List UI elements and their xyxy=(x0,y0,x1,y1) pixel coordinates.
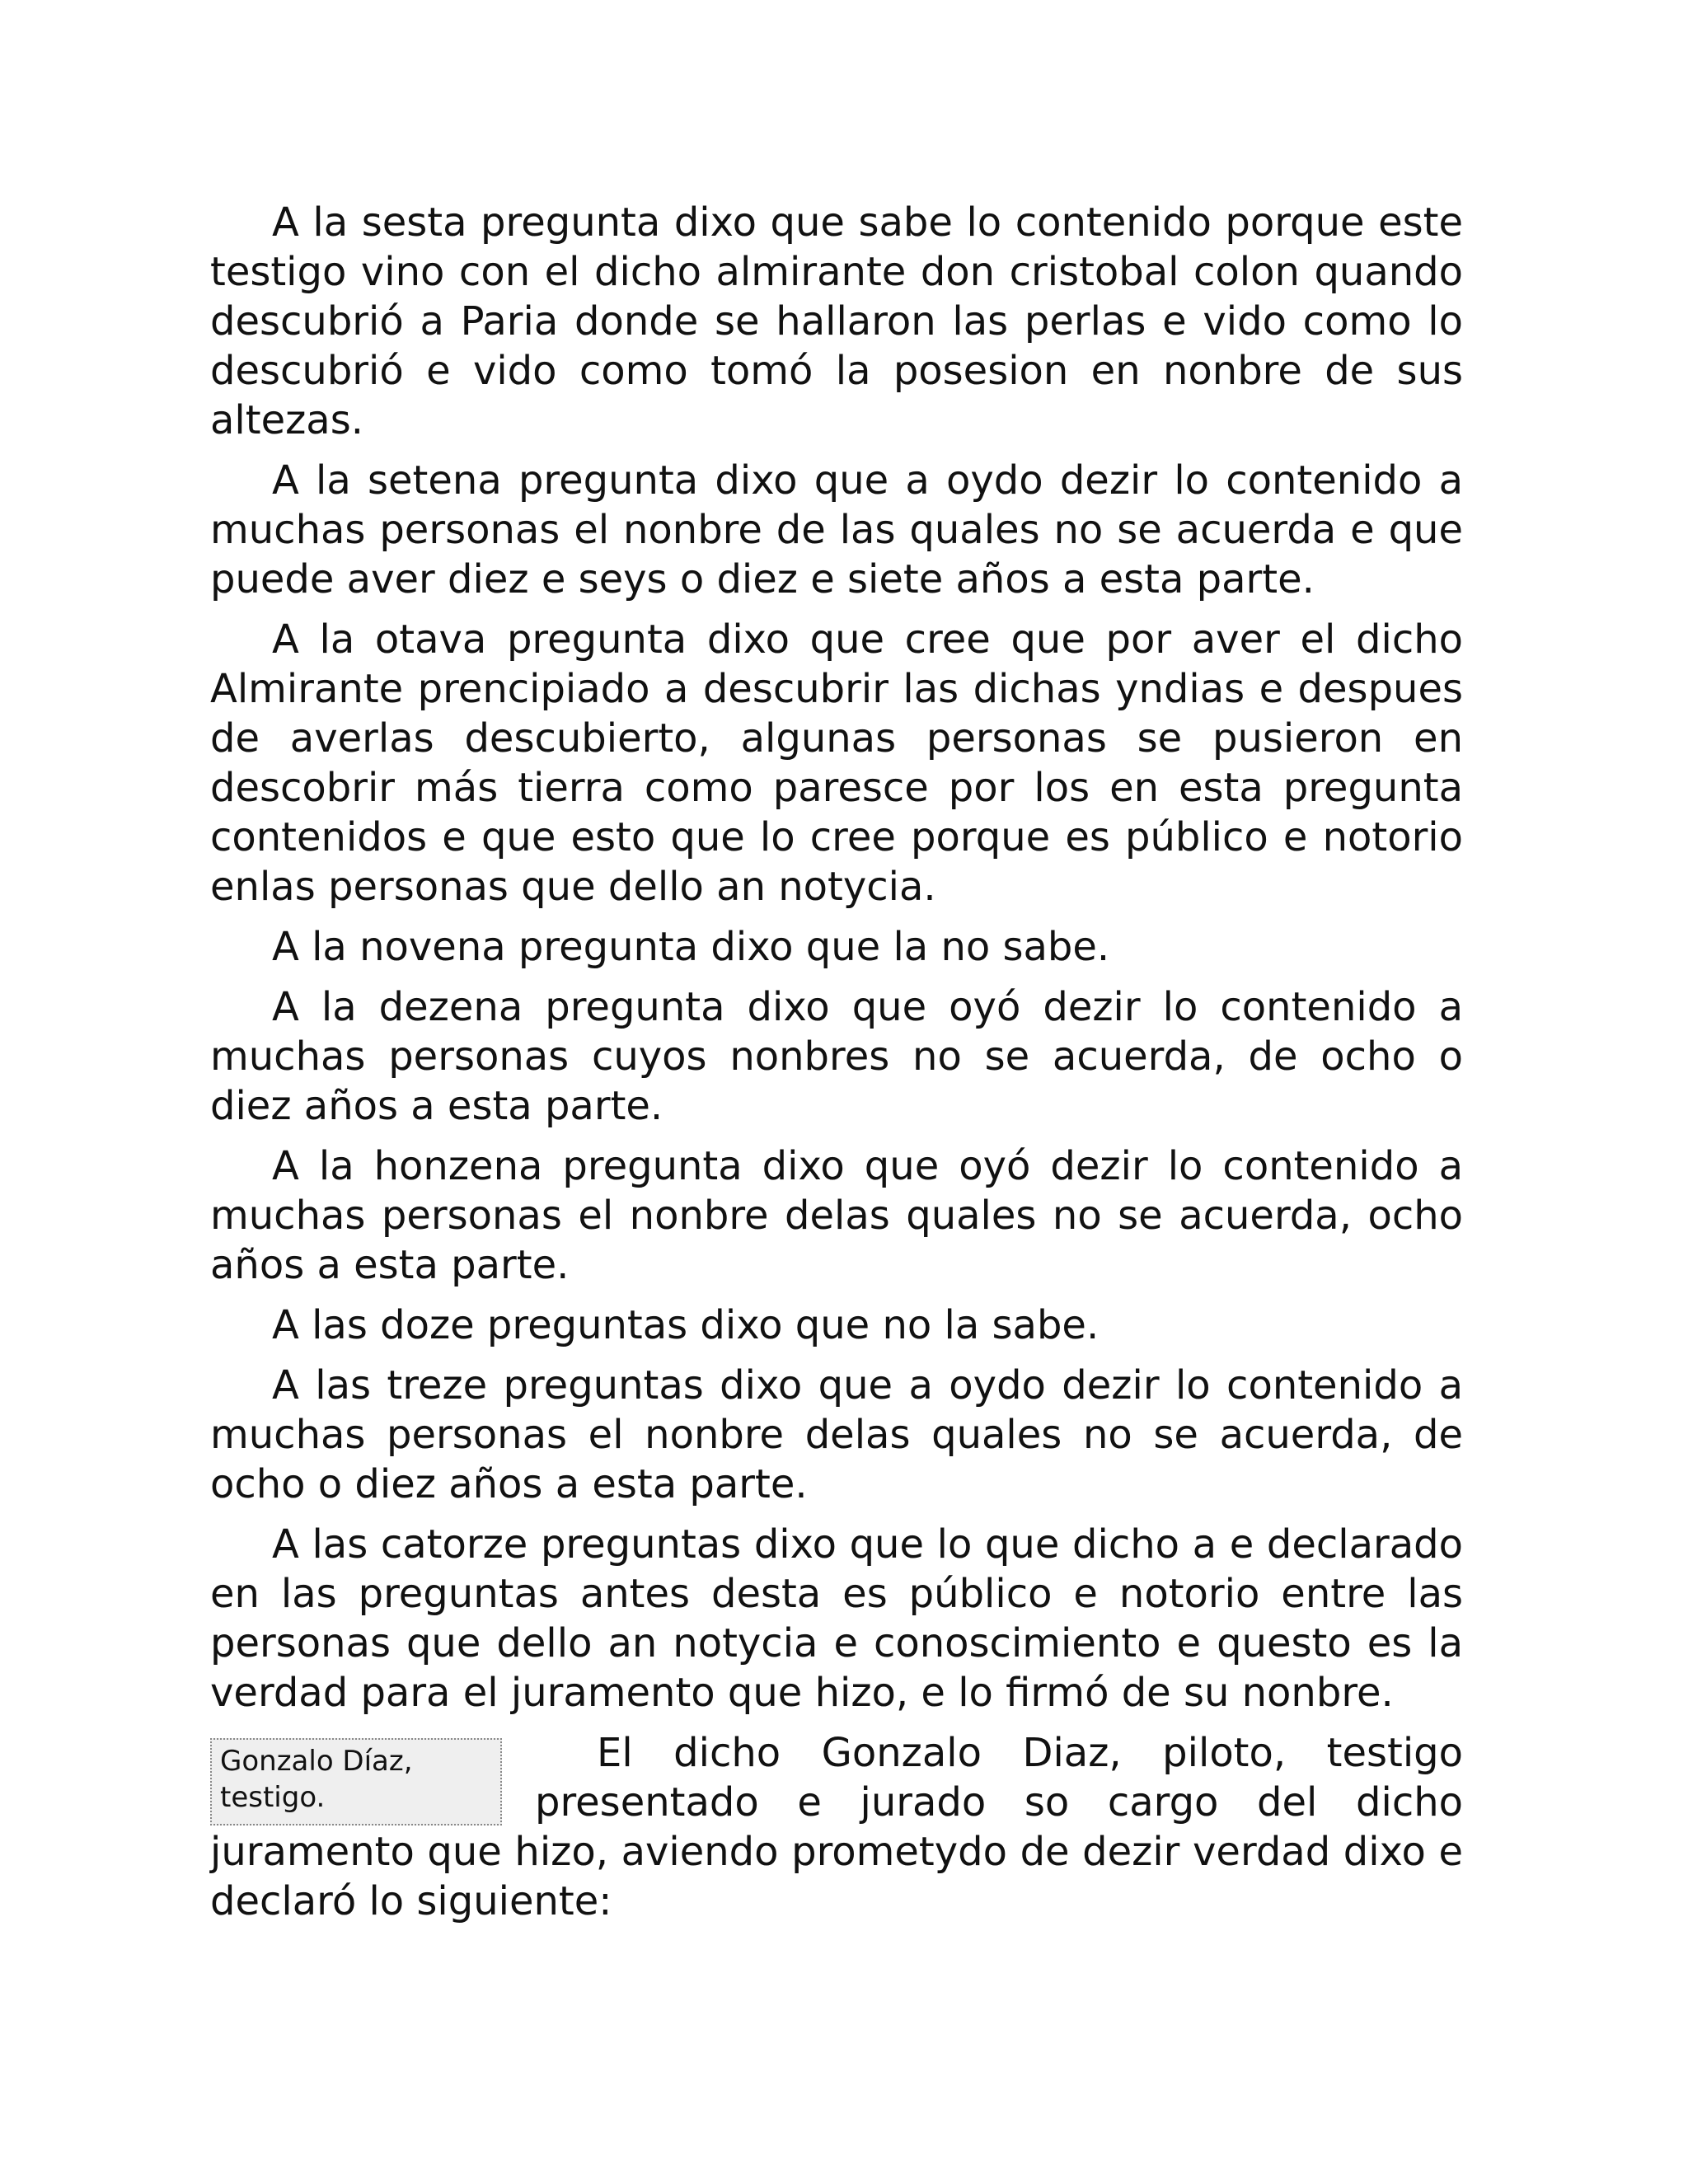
paragraph-catorze-preguntas: A las catorze preguntas dixo que lo que dicho a e declarado en las preguntas antes desta es público e notorio entre las personas que dello an notycia e conoscimiento e questo es la verdad para el juramento que hizo, e lo firmó de su nonbre. xyxy=(210,1521,1463,1716)
margin-note-name: Gonzalo Díaz, xyxy=(220,1745,413,1778)
paragraph-honzena-pregunta: A la honzena pregunta dixo que oyó dezir lo contenido a muchas personas el nonbre delas quales no se acuerda, ocho años a esta parte. xyxy=(210,1143,1463,1288)
paragraph-treze-preguntas: A las treze preguntas dixo que a oydo dezir lo contenido a muchas personas el nonbre delas quales no se acuerda, de ocho o diez años a esta parte. xyxy=(210,1362,1463,1507)
document-body xyxy=(210,198,1463,1926)
paragraph-sesta-pregunta: A la sesta pregunta dixo que sabe lo contenido porque este testigo vino con el dicho almirante don cristobal colon quando descubrió a Paria donde se hallaron las perlas e vido como lo descubrió e vido como tomó la posesion en nonbre de sus altezas. xyxy=(210,199,1463,443)
paragraph-novena-pregunta: A la novena pregunta dixo que la no sabe. xyxy=(272,924,1110,970)
paragraph-otava-pregunta: A la otava pregunta dixo que cree que por aver el dicho Almirante prencipiado a descubrir las dichas yndias e despues de averlas descubierto, algunas personas se pusieron en descobrir más tierra como paresce por los en esta pregunta contenidos e que esto que lo cree porque es público e notorio enlas personas que dello an notycia. xyxy=(210,616,1463,910)
margin-note-witness xyxy=(210,1738,502,1825)
paragraph-setena-pregunta: A la setena pregunta dixo que a oydo dezir lo contenido a muchas personas el nonbre de las quales no se acuerda e que puede aver diez e seys o diez e siete años a esta parte. xyxy=(210,457,1463,602)
paragraph-witness-intro-text: El dicho Gonzalo Diaz, piloto, testigo presentado e jurado so cargo del dicho juramento que hizo, aviendo prometydo de dezir verdad dixo e declaró lo siguiente: xyxy=(210,1730,1463,1924)
paragraph-doze-preguntas: A las doze preguntas dixo que no la sabe. xyxy=(272,1302,1100,1348)
margin-note-role: testigo. xyxy=(220,1781,326,1814)
paragraph-dezena-pregunta: A la dezena pregunta dixo que oyó dezir lo contenido a muchas personas cuyos nonbres no se acuerda, de ocho o diez años a esta parte. xyxy=(210,984,1463,1129)
